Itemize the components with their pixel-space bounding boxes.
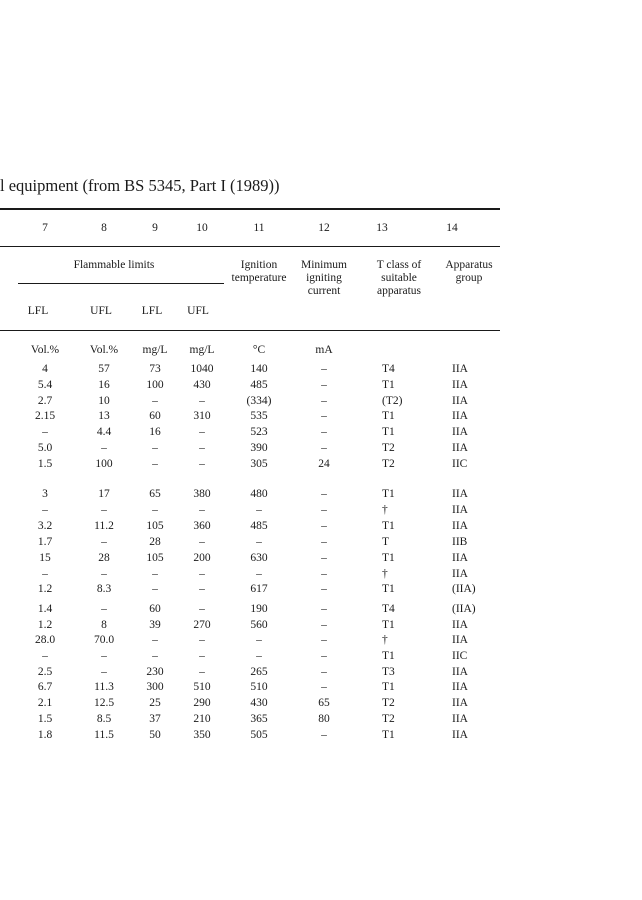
table-cell: IIA: [452, 395, 468, 407]
table-cell: 57: [98, 363, 110, 375]
table-cell: –: [152, 442, 158, 454]
table-cell: 50: [149, 729, 161, 741]
table-cell: 290: [193, 697, 211, 709]
table-cell: –: [321, 568, 327, 580]
table-cell: 2.15: [34, 410, 56, 422]
table-cell: 365: [250, 713, 268, 725]
apparatus-group-header: Apparatus group: [445, 259, 493, 284]
table-cell: 510: [193, 681, 211, 693]
unit-cell: °C: [252, 344, 266, 356]
unit-cell: mA: [315, 344, 333, 356]
table-cell: 265: [250, 666, 268, 678]
table-cell: 380: [193, 488, 211, 500]
table-cell: –: [321, 488, 327, 500]
unit-cell: mg/L: [142, 344, 168, 356]
table-cell: 630: [250, 552, 268, 564]
table-cell: 5.0: [37, 442, 53, 454]
table-cell: –: [199, 603, 205, 615]
table-cell: –: [101, 650, 107, 662]
table-cell: –: [199, 458, 205, 470]
table-cell: 560: [250, 619, 268, 631]
table-cell: –: [321, 442, 327, 454]
table-cell: –: [256, 634, 262, 646]
table-cell: –: [199, 666, 205, 678]
table-cell: –: [101, 504, 107, 516]
table-cell: 10: [98, 395, 110, 407]
table-cell: 510: [250, 681, 268, 693]
flammable-limits-underline: [18, 283, 224, 284]
ufl-mg-header: UFL: [187, 305, 209, 317]
lfl-mg-header: LFL: [141, 305, 163, 317]
table-cell: 5.4: [37, 379, 53, 391]
table-cell: 24: [318, 458, 330, 470]
table-cell: 305: [250, 458, 268, 470]
table-cell: 430: [250, 697, 268, 709]
table-cell: 2.7: [37, 395, 53, 407]
table-cell: 4.4: [96, 426, 112, 438]
table-cell: –: [321, 729, 327, 741]
table-cell: T1: [382, 583, 395, 595]
column-number: 13: [376, 222, 388, 234]
minimum-igniting-current-header: Minimum igniting current: [300, 259, 348, 297]
column-number: 12: [318, 222, 330, 234]
table-cell: –: [199, 634, 205, 646]
table-cell: 105: [146, 520, 164, 532]
table-cell: –: [199, 536, 205, 548]
table-cell: –: [101, 666, 107, 678]
table-cell: 16: [149, 426, 161, 438]
table-cell: IIA: [452, 504, 468, 516]
table-cell: IIA: [452, 697, 468, 709]
table-cell: 11.2: [94, 520, 114, 532]
unit-cell: Vol.%: [30, 344, 60, 356]
table-cell: –: [152, 458, 158, 470]
lfl-vol-header: LFL: [27, 305, 49, 317]
table-cell: –: [42, 568, 48, 580]
table-cell: T1: [382, 426, 395, 438]
table-cell: IIA: [452, 379, 468, 391]
table-cell: –: [199, 395, 205, 407]
table-cell: –: [152, 583, 158, 595]
t-class-header: T class of suitable apparatus: [376, 259, 422, 297]
table-cell: –: [101, 536, 107, 548]
table-cell: IIA: [452, 713, 468, 725]
table-cell: 270: [193, 619, 211, 631]
table-cell: IIA: [452, 488, 468, 500]
table-cell: 430: [193, 379, 211, 391]
table-cell: 8.3: [96, 583, 112, 595]
table-cell: –: [152, 395, 158, 407]
table-cell: T2: [382, 442, 395, 454]
table-cell: 70.0: [93, 634, 115, 646]
table-cell: 1040: [190, 363, 214, 375]
table-cell: T4: [382, 363, 395, 375]
table-cell: 4: [42, 363, 48, 375]
table-cell: –: [199, 504, 205, 516]
table-cell: T2: [382, 713, 395, 725]
table-cell: †: [382, 634, 388, 646]
table-cell: T: [382, 536, 390, 548]
table-cell: 100: [146, 379, 164, 391]
table-cell: IIA: [452, 363, 468, 375]
table-cell: 60: [149, 603, 161, 615]
table-cell: –: [42, 504, 48, 516]
table-cell: 16: [98, 379, 110, 391]
table-cell: 485: [250, 379, 268, 391]
table-cell: 28.0: [34, 634, 56, 646]
table-cell: T1: [382, 552, 395, 564]
table-cell: IIA: [452, 729, 468, 741]
table-cell: 360: [193, 520, 211, 532]
table-cell: –: [42, 650, 48, 662]
table-cell: 1.2: [37, 583, 53, 595]
table-cell: T1: [382, 650, 395, 662]
table-cell: 8: [101, 619, 107, 631]
table-cell: 100: [95, 458, 113, 470]
ufl-vol-header: UFL: [90, 305, 112, 317]
table-cell: IIB: [452, 536, 468, 548]
table-cell: 1.7: [37, 536, 53, 548]
table-cell: 3: [42, 488, 48, 500]
table-cell: 505: [250, 729, 268, 741]
table-cell: †: [382, 504, 388, 516]
table-cell: 300: [146, 681, 164, 693]
table-cell: 25: [149, 697, 161, 709]
table-cell: –: [321, 395, 327, 407]
table-cell: IIA: [452, 426, 468, 438]
table-cell: T2: [382, 458, 395, 470]
table-cell: T3: [382, 666, 395, 678]
table-cell: (T2): [382, 395, 403, 407]
table-cell: T1: [382, 681, 395, 693]
table-cell: –: [321, 603, 327, 615]
table-cell: IIC: [452, 458, 468, 470]
table-cell: IIA: [452, 634, 468, 646]
unit-cell: mg/L: [189, 344, 215, 356]
table-cell: –: [199, 568, 205, 580]
table-cell: 535: [250, 410, 268, 422]
column-number: 10: [196, 222, 208, 234]
table-cell: (IIA): [452, 603, 476, 615]
table-cell: IIC: [452, 650, 468, 662]
table-cell: 65: [318, 697, 330, 709]
table-cell: IIA: [452, 442, 468, 454]
table-cell: 28: [98, 552, 110, 564]
table-cell: –: [199, 583, 205, 595]
table-cell: 310: [193, 410, 211, 422]
table-cell: 28: [149, 536, 161, 548]
table-cell: –: [321, 552, 327, 564]
table-cell: –: [199, 426, 205, 438]
table-cell: 8.5: [96, 713, 112, 725]
table-cell: 1.5: [37, 458, 53, 470]
table-cell: IIA: [452, 619, 468, 631]
table-cell: 2.1: [37, 697, 53, 709]
table-cell: 3.2: [37, 520, 53, 532]
table-cell: –: [152, 568, 158, 580]
table-cell: –: [321, 379, 327, 391]
table-cell: –: [101, 603, 107, 615]
table-cell: –: [256, 536, 262, 548]
table-cell: –: [321, 619, 327, 631]
table-cell: 1.2: [37, 619, 53, 631]
top-rule: [0, 208, 500, 210]
table-cell: –: [321, 634, 327, 646]
table-cell: –: [152, 634, 158, 646]
table-cell: –: [321, 650, 327, 662]
table-cell: –: [42, 426, 48, 438]
column-number: 14: [446, 222, 458, 234]
table-cell: 6.7: [37, 681, 53, 693]
table-cell: –: [321, 426, 327, 438]
table-cell: –: [321, 363, 327, 375]
unit-cell: Vol.%: [89, 344, 119, 356]
table-cell: –: [256, 650, 262, 662]
table-cell: 73: [149, 363, 161, 375]
table-cell: 210: [193, 713, 211, 725]
column-number: 8: [101, 222, 107, 234]
table-cell: IIA: [452, 568, 468, 580]
table-cell: 480: [250, 488, 268, 500]
table-cell: 617: [250, 583, 268, 595]
table-cell: –: [152, 650, 158, 662]
table-cell: 390: [250, 442, 268, 454]
table-cell: T1: [382, 488, 395, 500]
table-cell: –: [321, 666, 327, 678]
table-cell: (334): [246, 395, 272, 407]
table-cell: 15: [39, 552, 51, 564]
ignition-temperature-header: Ignition temperature: [231, 259, 287, 284]
table-cell: T1: [382, 619, 395, 631]
table-cell: 11.3: [94, 681, 114, 693]
table-cell: (IIA): [452, 583, 476, 595]
table-cell: IIA: [452, 552, 468, 564]
table-cell: 1.4: [37, 603, 53, 615]
table-cell: 37: [149, 713, 161, 725]
table-cell: –: [256, 504, 262, 516]
table-cell: IIA: [452, 666, 468, 678]
table-cell: IIA: [452, 410, 468, 422]
table-cell: 190: [250, 603, 268, 615]
table-cell: T1: [382, 379, 395, 391]
table-cell: T1: [382, 729, 395, 741]
table-cell: 13: [98, 410, 110, 422]
table-cell: †: [382, 568, 388, 580]
table-cell: 140: [250, 363, 268, 375]
table-cell: –: [321, 410, 327, 422]
header-rule: [0, 246, 500, 247]
table-cell: IIA: [452, 520, 468, 532]
table-cell: 485: [250, 520, 268, 532]
table-cell: 60: [149, 410, 161, 422]
table-cell: T1: [382, 520, 395, 532]
caption: l equipment (from BS 5345, Part I (1989)): [0, 176, 280, 195]
table-cell: –: [199, 650, 205, 662]
table-cell: –: [321, 536, 327, 548]
table-cell: 350: [193, 729, 211, 741]
units-rule: [0, 330, 500, 331]
table-cell: –: [321, 504, 327, 516]
table-cell: 1.8: [37, 729, 53, 741]
table-cell: 11.5: [94, 729, 114, 741]
table-cell: 80: [318, 713, 330, 725]
table-cell: 2.5: [37, 666, 53, 678]
table-cell: –: [256, 568, 262, 580]
table-cell: 39: [149, 619, 161, 631]
table-cell: 105: [146, 552, 164, 564]
table-cell: T2: [382, 697, 395, 709]
column-number: 11: [253, 222, 265, 234]
column-number: 7: [42, 222, 48, 234]
table-cell: –: [199, 442, 205, 454]
table-cell: T4: [382, 603, 395, 615]
table-cell: –: [101, 442, 107, 454]
table-cell: 1.5: [37, 713, 53, 725]
flammable-limits-header: Flammable limits: [73, 259, 155, 271]
table-cell: 523: [250, 426, 268, 438]
table-cell: –: [321, 583, 327, 595]
table-cell: T1: [382, 410, 395, 422]
table-cell: –: [152, 504, 158, 516]
column-number: 9: [152, 222, 158, 234]
table-cell: –: [101, 568, 107, 580]
table-cell: 200: [193, 552, 211, 564]
table-cell: IIA: [452, 681, 468, 693]
table-cell: –: [321, 681, 327, 693]
table-cell: 65: [149, 488, 161, 500]
table-cell: –: [321, 520, 327, 532]
table-cell: 12.5: [93, 697, 115, 709]
table-cell: 230: [146, 666, 164, 678]
table-cell: 17: [98, 488, 110, 500]
